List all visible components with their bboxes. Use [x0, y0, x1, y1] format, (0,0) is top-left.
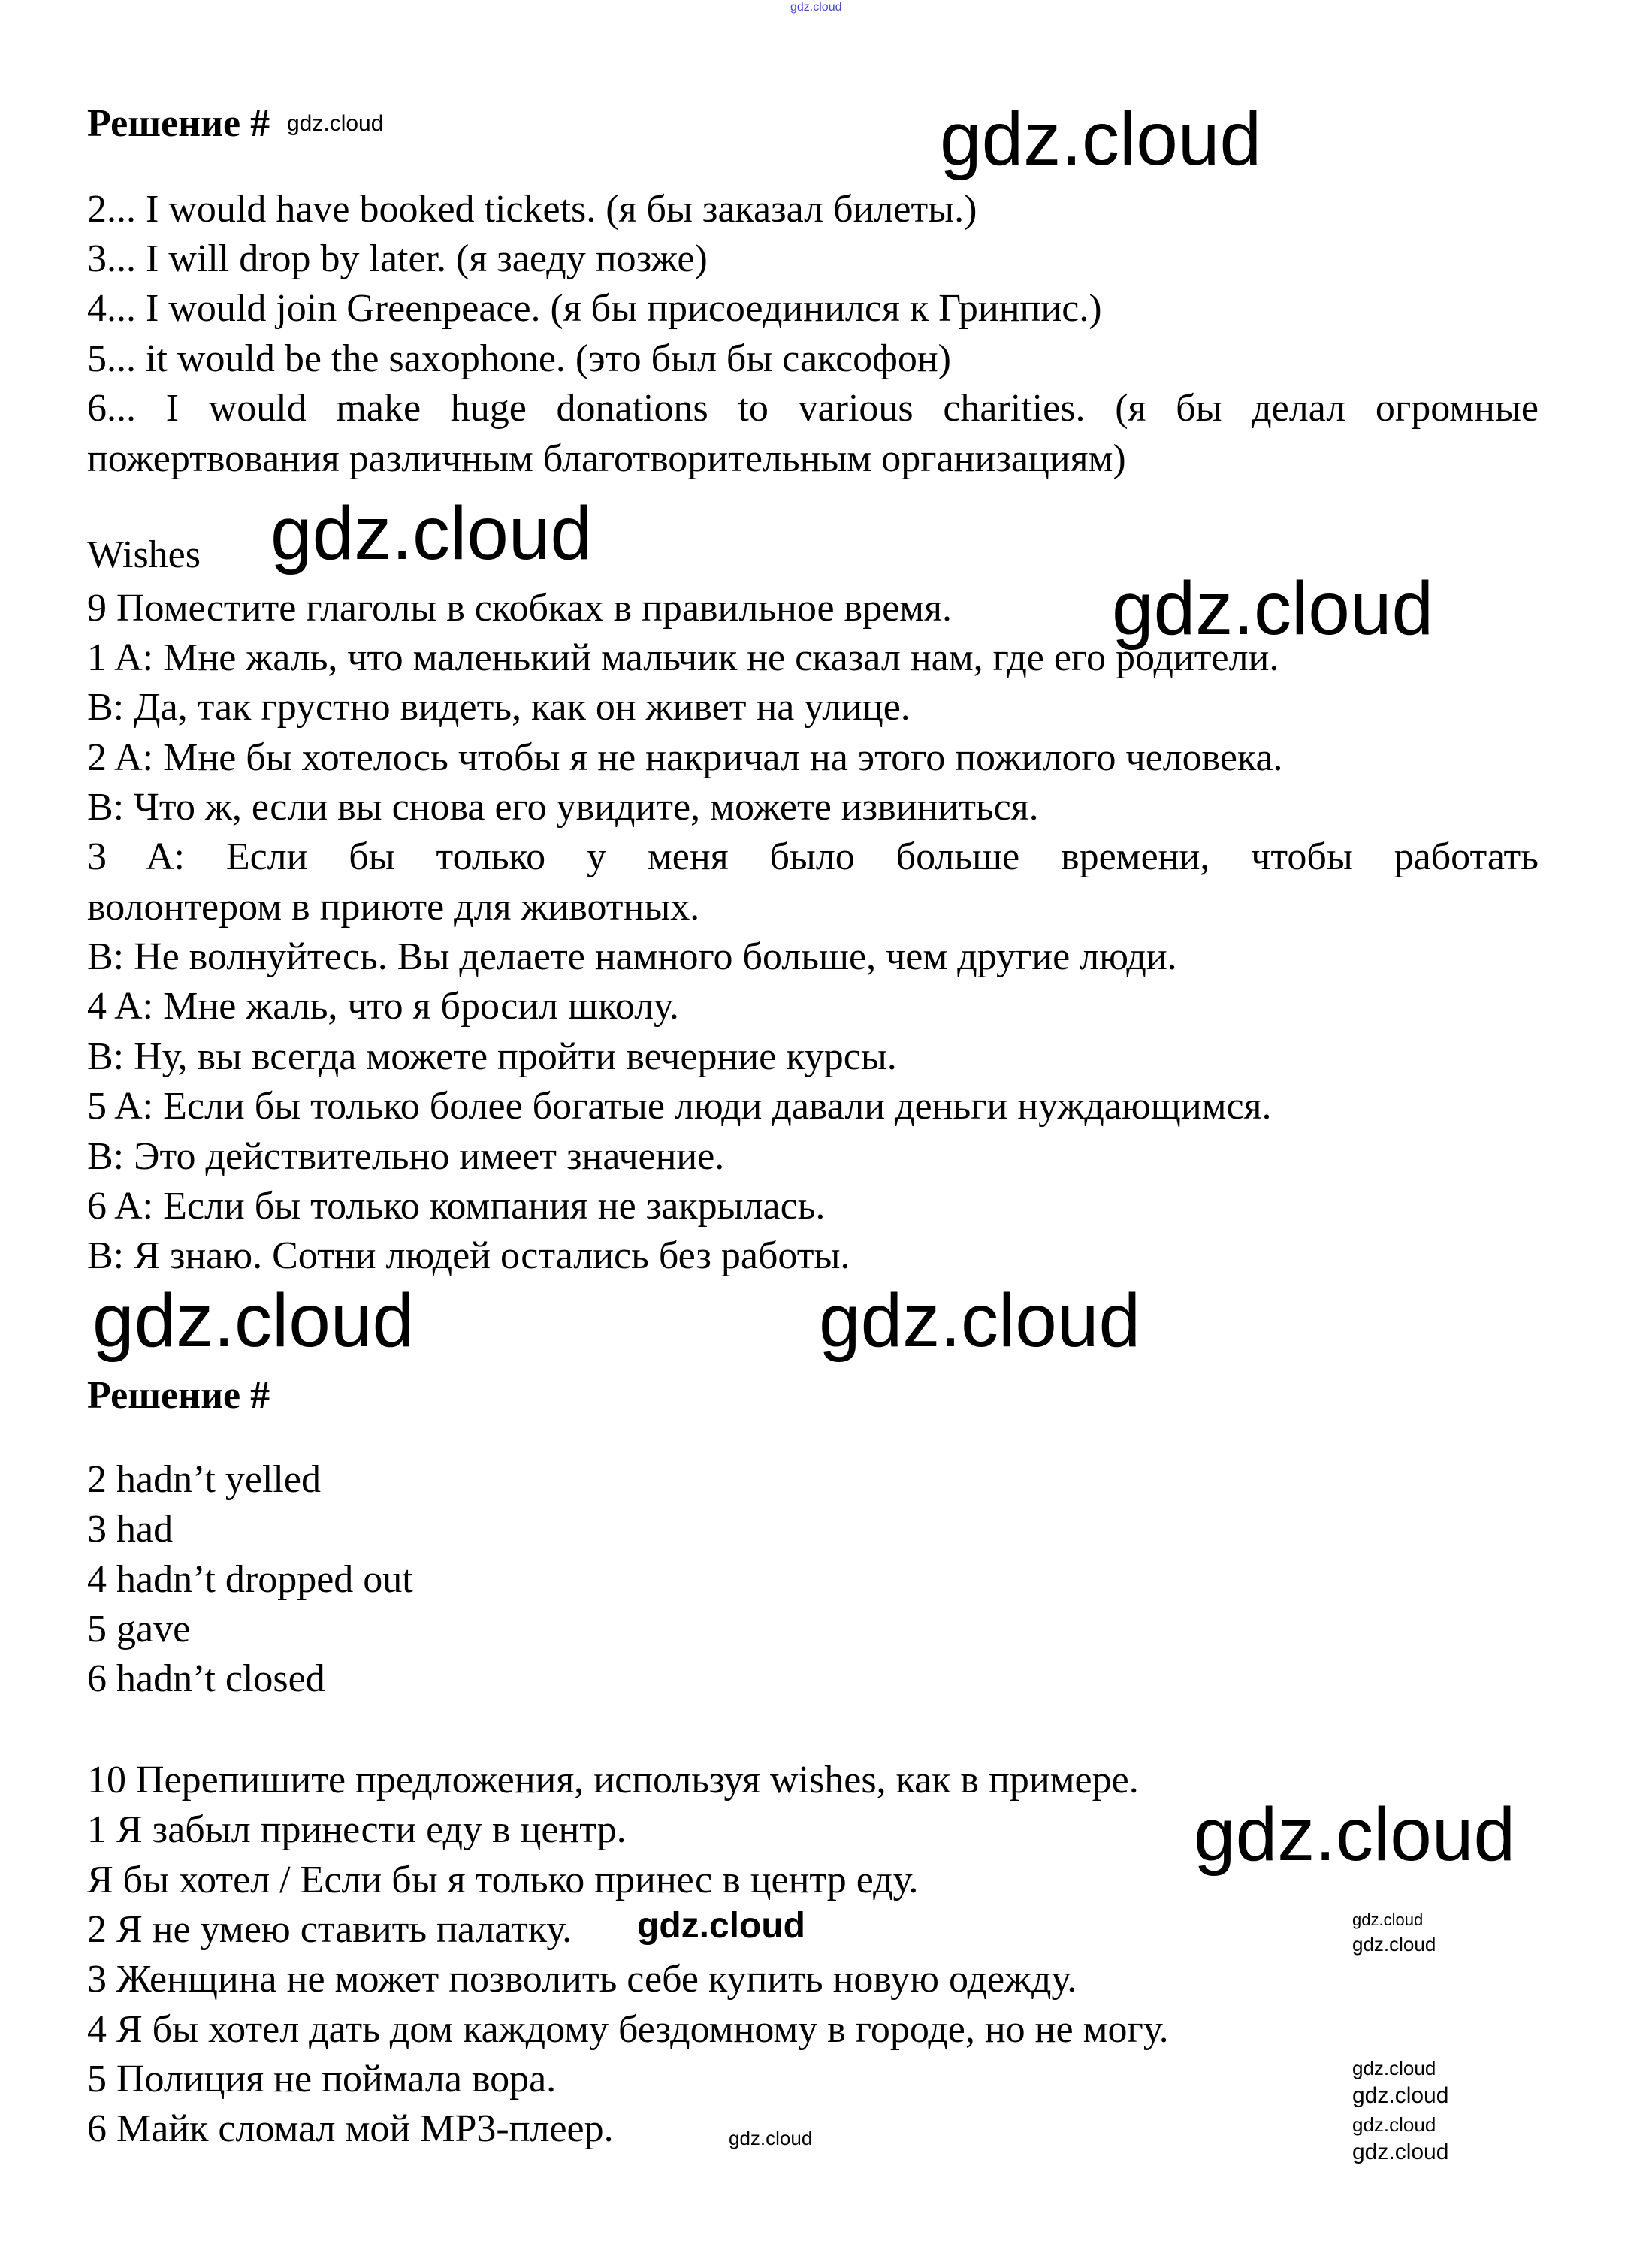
text-line: 4 A: Мне жаль, что я бросил школу.: [87, 985, 679, 1028]
text-line: B: Это действительно имеет значение.: [87, 1135, 725, 1178]
text-line: B: Ну, вы всегда можете пройти вечерние курсы.: [87, 1035, 897, 1078]
text-line: 3 Женщина не может позволить себе купить новую одежду.: [87, 1958, 1077, 2001]
watermark: gdz.cloud: [637, 1906, 805, 1946]
text-line: 4 Я бы хотел дать дом каждому бездомному в городе, но не могу.: [87, 2008, 1169, 2051]
watermark: gdz.cloud: [940, 97, 1262, 181]
text-line: волонтером в приюте для животных.: [87, 886, 700, 929]
watermark: gdz.cloud: [1352, 2113, 1436, 2136]
text-line: 9 Поместите глаголы в скобках в правильное время.: [87, 587, 953, 630]
text-line: 5... it would be the saxophone. (это был бы саксофон): [87, 337, 951, 380]
text-line: B: Да, так грустно видеть, как он живет на улице.: [87, 686, 911, 729]
text-line: пожертвования различным благотворительным организациям): [87, 437, 1126, 480]
watermark: gdz.cloud: [1352, 1933, 1436, 1956]
watermark: gdz.cloud: [1352, 2140, 1449, 2164]
text-line: 2... I would have booked tickets. (я бы заказал билеты.): [87, 188, 977, 231]
watermark: gdz.cloud: [287, 111, 384, 136]
text-line: 3 A: Если бы только у меня было больше времени, чтобы работать: [87, 835, 1539, 878]
text-line: 4... I would join Greenpeace. (я бы присоединился к Гринпис.): [87, 287, 1102, 330]
text-line: 10 Перепишите предложения, используя wishes, как в примере.: [87, 1759, 1139, 1801]
answer-line: 3 had: [87, 1508, 174, 1551]
answer-line: 2 hadn’t yelled: [87, 1458, 321, 1501]
heading: Решение #: [87, 102, 270, 145]
text-line: 6... I would make huge donations to various charities. (я бы делал огромные: [87, 387, 1539, 430]
text-line: 5 A: Если бы только более богатые люди давали деньги нуждающимся.: [87, 1085, 1272, 1128]
watermark: gdz.cloud: [1194, 1792, 1516, 1877]
watermark: gdz.cloud: [92, 1279, 415, 1363]
text-line: 6 Майк сломал мой MP3-плеер.: [87, 2107, 614, 2150]
answer-line: 5 gave: [87, 1608, 191, 1650]
text-line: B: Не волнуйтесь. Вы делаете намного больше, чем другие люди.: [87, 935, 1177, 978]
watermark: gdz.cloud: [790, 1, 842, 14]
watermark: gdz.cloud: [1352, 2057, 1436, 2079]
watermark: gdz.cloud: [729, 2127, 813, 2149]
section-title: Wishes: [87, 533, 201, 576]
text-line: 6 A: Если бы только компания не закрылась.: [87, 1185, 826, 1228]
text-line: 2 Я не умею ставить палатку.: [87, 1908, 572, 1951]
text-line: 2 A: Мне бы хотелось чтобы я не накричал на этого пожилого человека.: [87, 736, 1283, 779]
heading: Решение #: [87, 1374, 270, 1417]
watermark: gdz.cloud: [819, 1279, 1141, 1363]
text-line: 5 Полиция не поймала вора.: [87, 2058, 557, 2100]
watermark: gdz.cloud: [1352, 2083, 1449, 2108]
answer-line: 6 hadn’t closed: [87, 1657, 325, 1700]
answer-line: 4 hadn’t dropped out: [87, 1558, 413, 1601]
text-line: 1 A: Мне жаль, что маленький мальчик не сказал нам, где его родители.: [87, 636, 1279, 679]
text-line: Я бы хотел / Если бы я только принес в центр еду.: [87, 1859, 919, 1901]
text-line: B: Я знаю. Сотни людей остались без работы.: [87, 1234, 850, 1277]
watermark: gdz.cloud: [270, 491, 593, 575]
text-line: B: Что ж, если вы снова его увидите, можете извиниться.: [87, 786, 1039, 829]
watermark: gdz.cloud: [1352, 1910, 1424, 1929]
text-line: 1 Я забыл принести еду в центр.: [87, 1808, 627, 1851]
watermark: gdz.cloud: [1112, 566, 1434, 651]
text-line: 3... I will drop by later. (я заеду позже): [87, 237, 708, 280]
